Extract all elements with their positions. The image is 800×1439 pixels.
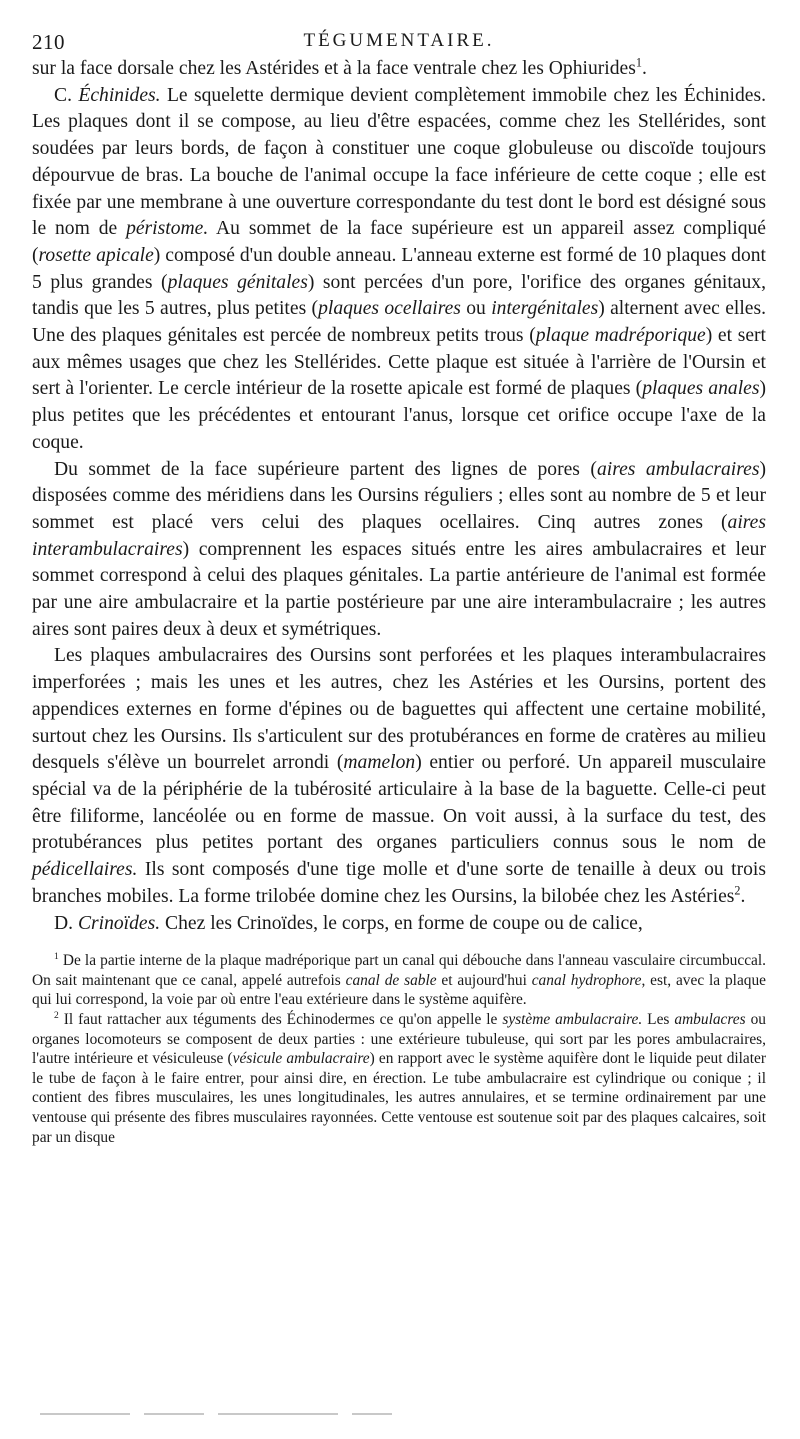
italic-term: ambulacres <box>674 1010 746 1028</box>
text-run: sur la face dorsale chez les Astérides et à la face ventrale chez les Ophiurides <box>32 58 636 79</box>
text-run: Les plaques ambulacraires des Oursins sont perforées et les plaques interambulacraires imperforées ; mais les unes et les autres, chez les Astéries et les Oursins, portent des appendices externes en forme d'épines ou de baguettes qui affectent une certaine mobilité, surtout chez les Oursins. Ils s'articulent sur des protubérances en forme de cratères au milieu desquels s'élève un bourrelet arrondi ( <box>32 645 766 774</box>
italic-term: intergénitales <box>491 298 599 320</box>
italic-term: mamelon <box>343 752 416 774</box>
footnote-marker: 2 <box>54 1009 59 1021</box>
italic-term: aires ambulacraires <box>596 458 760 480</box>
text-run: . <box>641 58 647 79</box>
page-bottom-smudge <box>40 1405 740 1413</box>
text-run: Au sommet de la face supérieure est un appareil assez compliqué ( <box>32 218 766 266</box>
paragraph <box>32 643 766 910</box>
text-run: Ils sont composés d'une tige molle et d'une sorte de tenaille à deux ou trois branches mobiles. La forme trilobée domine chez les Oursins, la bilobée chez les Astéries <box>32 859 766 907</box>
text-run: ) sont percées d'un pore, l'orifice des organes génitaux, tandis que les 5 autres, plus petites ( <box>32 271 766 320</box>
italic-term: Crinoïdes. <box>77 912 161 934</box>
italic-term: canal hydrophore <box>531 971 642 989</box>
text-run: . <box>740 885 746 907</box>
text-run: , est, avec la plaque qui lui correspond, la voie par où entre l'eau extérieure dans le système aquifère. <box>32 971 767 1009</box>
text-run: ) entier ou perforé. Un appareil musculaire spécial va de la périphérie de la tubérosité articulaire à la base de la baguette. Celle-ci peut être filiforme, lancéolée ou en forme de massue. On voit aussi, à la surface du test, des protubérances plus petites portant des organes particuliers connus sous le nom de <box>32 752 766 854</box>
text-run: C. <box>54 84 79 106</box>
text-run: ou <box>460 298 492 320</box>
text-run: Le squelette dermique devient complètement immobile chez les Échinides. Les plaques dont il se compose, au lieu d'être espacées, comme chez les Stellérides, sont soudées par leurs bords, de façon à constituer une coque globuleuse ou discoïde toujours dépourvue de bras. La bouche de l'animal occupe la face inférieure de cette coque ; elle est fixée par une membrane à une ouverture correspondante du test dont le bord est désigné sous le nom de <box>32 84 766 240</box>
text-run: Les <box>642 1010 675 1028</box>
paragraph <box>32 457 766 644</box>
italic-term: système ambulacraire. <box>502 1010 643 1028</box>
text-run: ) plus petites que les précédentes et entourant l'anus, lorsque cet orifice occupe l'axe de la coque. <box>32 378 766 453</box>
body-text <box>32 56 766 937</box>
footnote-marker: 1 <box>54 951 59 963</box>
footnote <box>32 951 766 1010</box>
text-run: ) disposées comme des méridiens dans les Oursins réguliers ; elles sont au nombre de 5 et leur sommet est placé vers celui des plaques ocellaires. Cinq autres zones ( <box>32 458 766 533</box>
italic-term: pédicellaires. <box>32 859 138 881</box>
text-run: ) en rapport avec le système aquifère dont le liquide peut dilater le tube de façon à le faire entrer, pour ainsi dire, en érection. Le tube ambulacraire est cylindrique ou conique ; il contient des fibres musculaires, les unes longitudinales, les autres annulaires, et se termine ordinairement par une ventouse qui présente des fibres musculaires rayonnées. Cette ventouse est soutenue soit par des plaques calcaires, soit par un disque <box>32 1050 766 1146</box>
footnote-marker: 2 <box>734 883 741 898</box>
italic-term: canal de sable <box>345 971 437 989</box>
italic-term: plaques ocellaires <box>318 298 461 320</box>
text-run: D. <box>54 912 78 934</box>
italic-term: Échinides. <box>78 84 161 106</box>
text-run: De la partie interne de la plaque madréporique part un canal qui débouche dans l'anneau vasculaire circumbuccal. On sait maintenant que ce canal, appelé autrefois <box>32 952 766 989</box>
italic-term: plaques génitales <box>167 271 308 293</box>
text-run: ) composé d'un double anneau. L'anneau externe est formé de 10 plaques dont 5 plus grandes ( <box>32 244 766 293</box>
page-number: 210 <box>32 30 65 54</box>
page-header <box>32 22 766 56</box>
text-run: Il faut rattacher aux téguments des Échinodermes ce qu'on appelle le <box>58 1010 503 1028</box>
italic-term: vésicule ambulacraire <box>232 1050 370 1068</box>
text-run: ) comprennent les espaces situés entre les aires ambulacraires et leur sommet correspond à celui des plaques génitales. La partie antérieure de l'animal est formée par une aire ambulacraire et la partie postérieure par une aire interambulacraire ; les autres aires sont paires deux à deux et symétriques. <box>32 538 766 640</box>
text-run: ou organes locomoteurs se composent de deux parties : une extérieure tubuleuse, qui sort par les pores ambulacraires, l'autre intérieure et vésiculeuse ( <box>32 1010 766 1068</box>
paragraph <box>32 911 766 938</box>
italic-term: aires interambulacraires <box>32 511 766 560</box>
text-run: Du sommet de la face supérieure partent des lignes de pores ( <box>54 458 597 480</box>
paragraph <box>32 56 766 83</box>
text-run: Chez les Crinoïdes, le corps, en forme de coupe ou de calice, <box>160 912 643 934</box>
italic-term: rosette apicale <box>38 244 154 266</box>
italic-term: péristome. <box>126 218 209 240</box>
running-title: TÉGUMENTAIRE. <box>303 30 495 51</box>
paragraph <box>32 83 766 457</box>
italic-term: plaques anales <box>642 378 760 400</box>
footnote <box>32 1010 766 1147</box>
text-run: ) et sert aux mêmes usages que chez les Stellérides. Cette plaque est située à l'arrière de l'Oursin et sert à l'orienter. Le cercle intérieur de la rosette apicale est formé de plaques ( <box>32 325 766 400</box>
text-run: ) alternent avec elles. Une des plaques génitales est percée de nombreux petits trous ( <box>32 298 767 347</box>
footnotes <box>32 951 766 1147</box>
text-run: et aujourd'hui <box>436 971 532 989</box>
italic-term: plaque madréporique <box>535 325 706 347</box>
footnote-marker: 1 <box>635 55 642 70</box>
